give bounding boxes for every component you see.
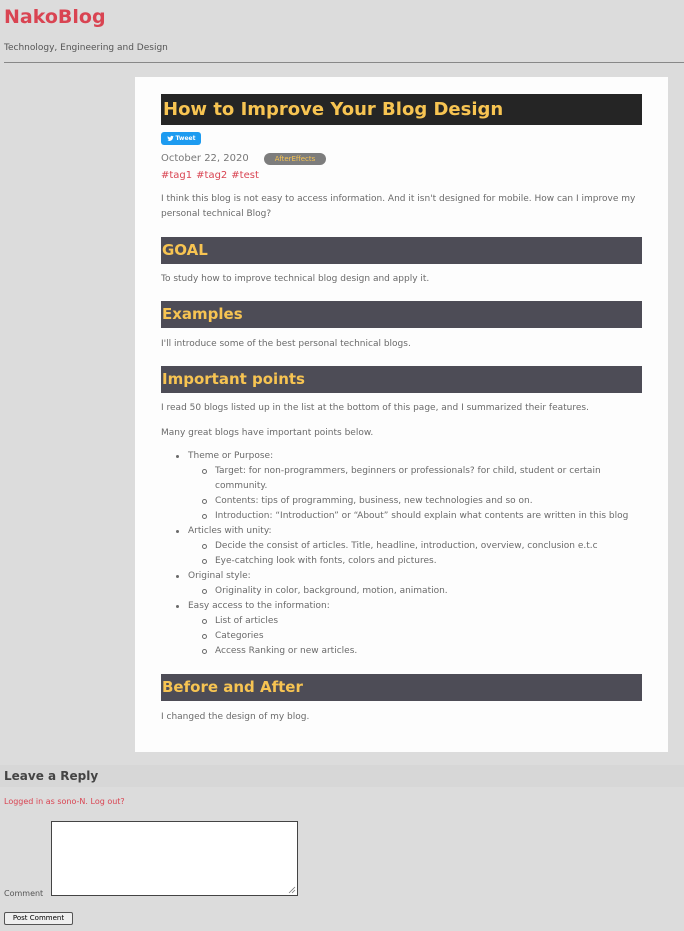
important-text-2: Many great blogs have important points below. [161, 428, 374, 438]
before-after-text: I changed the design of my blog. [161, 712, 310, 722]
important-text-1: I read 50 blogs listed up in the list at the bottom of this page, and I summarized their features. [161, 403, 589, 413]
sub-list-item: Categories [188, 629, 642, 644]
list-item-label: Easy access to the information: [188, 601, 330, 611]
list-item-label: Articles with unity: [188, 526, 272, 536]
sub-list [188, 614, 642, 659]
site-tagline: Technology, Engineering and Design [4, 43, 168, 53]
post-intro: I think this blog is not easy to access information. And it isn't designed for mobile. How can I improve my personal technical Blog? [161, 194, 636, 219]
tag-link[interactable]: #test [231, 170, 259, 181]
sub-list-item: Contents: tips of programming, business, new technologies and so on. [188, 494, 642, 509]
tweet-button[interactable] [161, 132, 201, 145]
sub-list-item: Introduction: “Introduction” or “About” should explain what contents are written in this blog [188, 509, 642, 524]
comment-label: Comment [4, 889, 44, 898]
list-item [161, 449, 642, 524]
goal-text: To study how to improve technical blog design and apply it. [161, 274, 430, 284]
list-item [161, 569, 642, 599]
list-item [161, 599, 642, 659]
sub-list-item: Target: for non-programmers, beginners or professionals? for child, student or certain community. [188, 464, 642, 494]
comment-textarea[interactable] [51, 821, 298, 896]
list-item-label: Theme or Purpose: [188, 451, 274, 461]
sub-list-item: Decide the consist of articles. Title, headline, introduction, overview, conclusion e.t.c [188, 539, 642, 554]
reply-header [0, 765, 684, 787]
logged-in-notice [4, 797, 125, 806]
tag-link[interactable]: #tag1 [161, 170, 193, 181]
twitter-icon [167, 135, 174, 142]
post-title: How to Improve Your Blog Design [161, 94, 642, 125]
site-title[interactable]: NakoBlog [4, 6, 106, 28]
sub-list [188, 584, 642, 599]
header-divider [4, 62, 684, 63]
sub-list-item: Eye-catching look with fonts, colors and pictures. [188, 554, 642, 569]
list-item-label: Original style: [188, 571, 251, 581]
feature-list [161, 449, 642, 659]
sub-list [188, 464, 642, 524]
examples-text: I'll introduce some of the best personal technical blogs. [161, 339, 411, 349]
logout-link[interactable]: Log out? [90, 797, 125, 806]
tweet-label: Tweet [175, 135, 196, 142]
section-heading-examples: Examples [161, 301, 642, 328]
reply-title: Leave a Reply [4, 769, 99, 783]
resize-grip-icon[interactable] [288, 886, 296, 894]
sub-list-item: Access Ranking or new articles. [188, 644, 642, 659]
section-heading-goal: GOAL [161, 237, 642, 264]
category-badge[interactable]: AfterEffects [264, 153, 326, 165]
tag-link[interactable]: #tag2 [196, 170, 228, 181]
sub-list-item: List of articles [188, 614, 642, 629]
sub-list-item: Originality in color, background, motion, animation. [188, 584, 642, 599]
section-heading-important-points: Important points [161, 366, 642, 393]
post-date: October 22, 2020 [161, 153, 249, 164]
post-comment-button[interactable]: Post Comment [4, 912, 73, 925]
sub-list [188, 539, 642, 569]
list-item [161, 524, 642, 569]
tag-list [161, 170, 263, 181]
section-heading-before-after: Before and After [161, 674, 642, 701]
logged-in-user-link[interactable]: Logged in as sono-N. [4, 797, 88, 806]
post-article [135, 77, 668, 752]
